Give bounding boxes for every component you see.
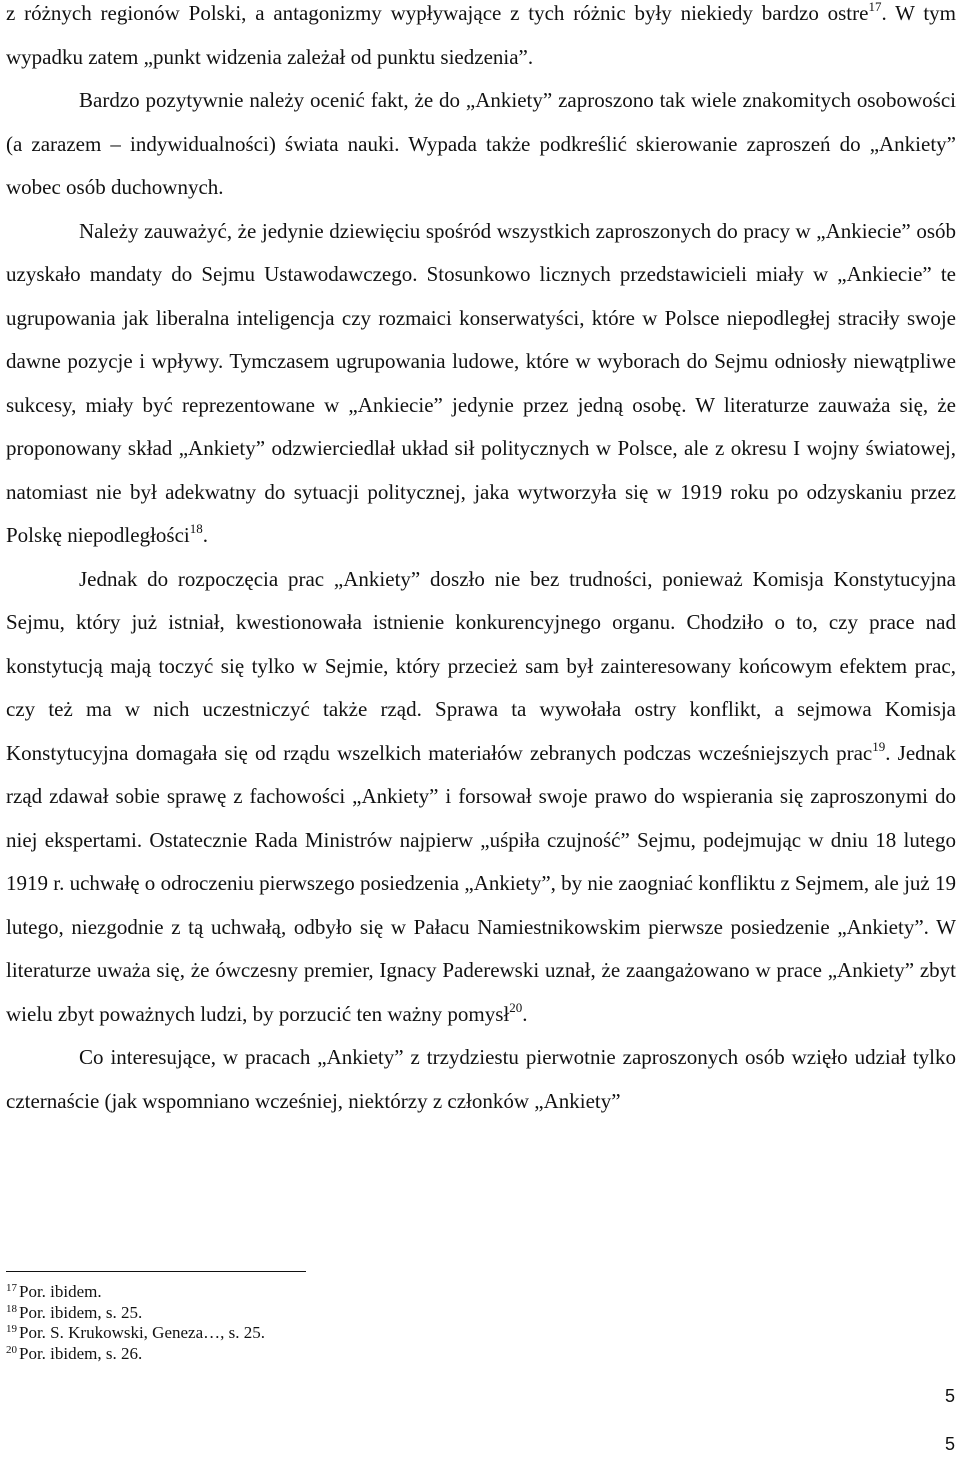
footnote-number: 20 [6, 1343, 17, 1356]
footnote-number: 17 [6, 1282, 17, 1294]
paragraph-text: . [202, 523, 208, 547]
page-number: 5 [944, 1386, 955, 1406]
body-text [6, 0, 956, 1123]
footnotes [6, 1282, 606, 1364]
paragraph [6, 210, 956, 558]
paragraph-text: . W tym wypadku zatem „punkt widzenia zależał od punktu siedzenia”. [6, 1, 956, 69]
footnote-text: Por. ibidem, s. 25. [19, 1302, 143, 1322]
paragraph-text: z różnych regionów Polski, a antagonizmy wypływające z tych różnic były niekiedy bardzo ostre [6, 1, 869, 25]
footnote-reference: 17 [868, 0, 882, 14]
footnote-text: Por. S. Krukowski, Geneza…, s. 25. [19, 1323, 266, 1342]
footnote-separator [6, 1271, 306, 1272]
paragraph-text: . Jednak rząd zdawał sobie sprawę z fachowości „Ankiety” i forsował swoje prawo do wspierania się zaproszonymi do niej ekspertami. Ostatecznie Rada Ministrów najpierw „uśpiła czujność” Sejmu, podejmując w dniu 18 lutego 1919 r. uchwałę o odroczeniu pierwszego posiedzenia „Ankiety”, by nie zaogniać konfliktu z Sejmem, ale już 19 lutego, niezgodnie z tą uchwałą, odbyło się w Pałacu Namiestnikowskim pierwsze posiedzenie „Ankiety”. W literaturze uważa się, że ówczesny premier, Ignacy Paderewski uznał, że zaangażowano w prace „Ankiety” zbyt wielu zbyt poważnych ludzi, by porzucić ten ważny pomysł [6, 740, 956, 1026]
footnote-reference: 20 [509, 999, 523, 1015]
paragraph-text: Bardzo pozytywnie należy ocenić fakt, że do „Ankiety” zaproszono tak wiele znakomitych osobowości (a zarazem – indywidualności) świata nauki. Wypada także podkreślić skierowanie zaproszeń do „Ankiety” wobec osób duchownych. [6, 88, 956, 199]
footnote-number: 18 [6, 1302, 17, 1315]
footnote-reference: 18 [189, 521, 203, 536]
paragraph [6, 79, 956, 210]
paragraph [6, 558, 956, 1037]
paragraph [6, 1036, 956, 1123]
paragraph-text: Należy zauważyć, że jedynie dziewięciu spośród wszystkich zaproszonych do pracy w „Ankiecie” osób uzyskało mandaty do Sejmu Ustawodawczego. Stosunkowo licznych przedstawicieli miały w „Ankiecie” te ugrupowania jak liberalna inteligencja czy rozmaici konserwatyści, które w Polsce niepodległej straciły swoje dawne pozycje i wpływy. Tymczasem ugrupowania ludowe, które w wyborach do Sejmu odniosły niewątpliwe sukcesy, miały być reprezentowane w „Ankiecie” jedynie przez jedną osobę. W literaturze zauważa się, że proponowany skład „Ankiety” odzwierciedlał układ sił politycznych w Polsce, ale z okresu I wojny światowej, natomiast nie był adekwatny do sytuacji politycznej, jaka wytworzyła się w 1919 roku po odzyskaniu przez Polskę niepodległości [6, 218, 956, 547]
footnote-text: Por. ibidem, s. 26. [19, 1343, 143, 1363]
paragraph [6, 0, 956, 79]
paragraph-text: Co interesujące, w pracach „Ankiety” z trzydziestu pierwotnie zaproszonych osób wzięło udział tylko czternaście (jak wspomniano wcześniej, niektórzy z członków „Ankiety” [6, 1045, 956, 1113]
paragraph-text: Jednak do rozpoczęcia prac „Ankiety” doszło nie bez trudności, ponieważ Komisja Konstytucyjna Sejmu, który już istniał, kwestionowała istnienie konkurencyjnego organu. Chodziło o to, czy prace nad konstytucją mają toczyć się tylko w Sejmie, który przecież sam był zainteresowany końcowym efektem prac, czy też ma w nich uczestniczyć także rząd. Sprawa ta wywołała ostry konflikt, a sejmowa Komisja Konstytucyjna domagała się od rządu wszelkich materiałów zebranych podczas wcześniejszych prac [6, 566, 956, 765]
footnote-number: 19 [6, 1323, 17, 1335]
footnote-text: Por. ibidem. [19, 1282, 102, 1301]
footnote [6, 1323, 606, 1344]
footnote-reference: 19 [872, 738, 886, 754]
footnote [6, 1344, 606, 1365]
footnote [6, 1303, 606, 1324]
page-number-repeat: 5 [944, 1434, 955, 1454]
footnote [6, 1282, 606, 1303]
paragraph-text: . [522, 1001, 528, 1026]
